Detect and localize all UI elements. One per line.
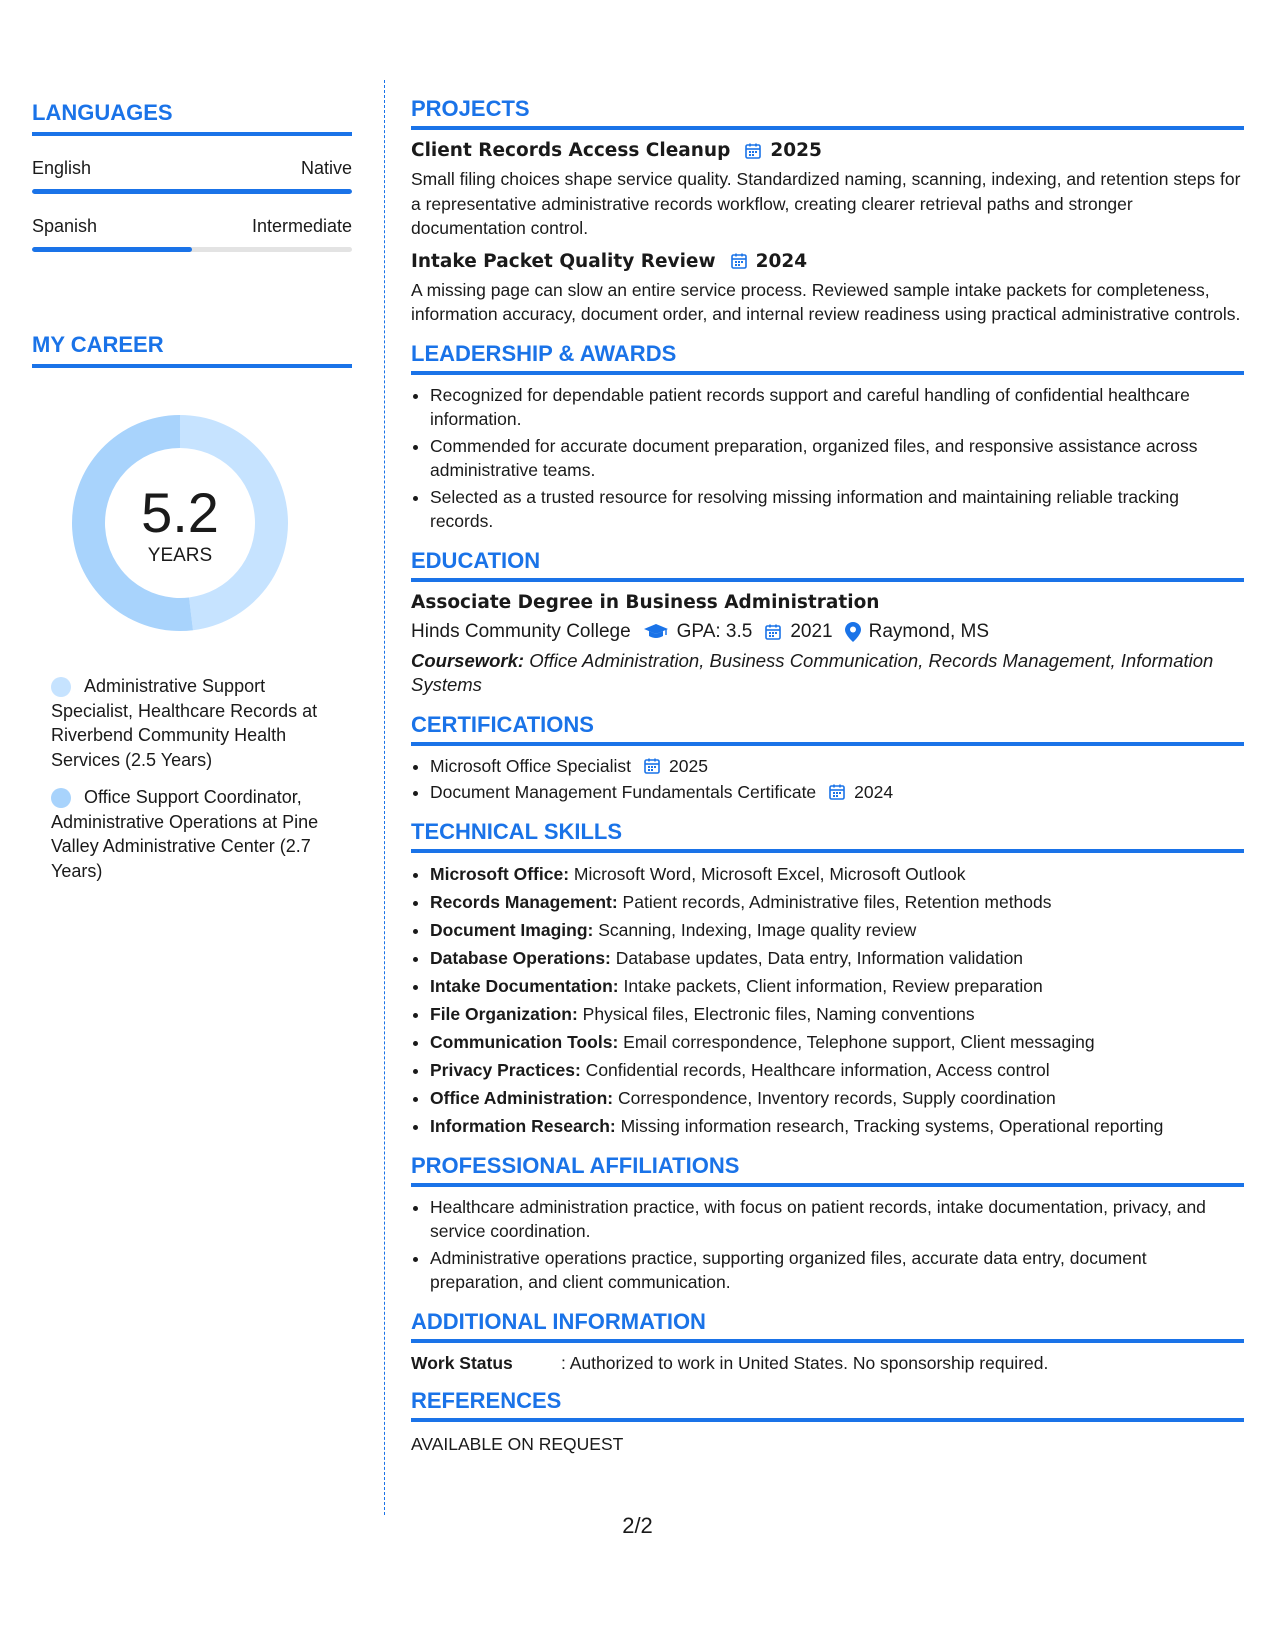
legend-dot-icon bbox=[51, 788, 71, 808]
list-item bbox=[430, 973, 1244, 999]
references-text: AVAILABLE ON REQUEST bbox=[411, 1433, 624, 1454]
career-legend-label: Office Support Coordinator, Administrative Operations at Pine Valley Administrative Center (2.7 Years) bbox=[51, 787, 319, 881]
left-column bbox=[32, 100, 352, 896]
projects-heading: PROJECTS bbox=[411, 96, 1244, 130]
graduation-year: 2021 bbox=[790, 620, 833, 642]
languages-heading: LANGUAGES bbox=[32, 100, 352, 136]
project-year: 2025 bbox=[770, 140, 822, 161]
references-heading: REFERENCES bbox=[411, 1388, 1244, 1422]
career-legend bbox=[32, 674, 352, 883]
calendar-icon bbox=[744, 142, 762, 160]
list-item bbox=[430, 1029, 1244, 1055]
career-legend-item bbox=[32, 674, 352, 772]
skill-label: Records Management: bbox=[430, 891, 618, 912]
career-total-unit: YEARS bbox=[147, 545, 213, 566]
list-item: • Recognized for dependable patient records support and careful handling of confidential healthcare information. bbox=[430, 383, 1244, 432]
skill-value: Microsoft Word, Microsoft Excel, Microsoft Outlook bbox=[569, 863, 966, 884]
skill-value: Email correspondence, Telephone support, Client messaging bbox=[618, 1031, 1095, 1052]
right-column bbox=[411, 96, 1244, 1455]
list-item: • Healthcare administration practice, with focus on patient records, intake documentation, privacy, and service coordination. bbox=[430, 1195, 1244, 1244]
language-proficiency-bar bbox=[32, 189, 352, 194]
coursework-list: Office Administration, Business Communication, Records Management, Information Systems bbox=[411, 649, 1214, 695]
language-level: Native bbox=[300, 158, 352, 178]
project-item bbox=[411, 140, 1244, 241]
calendar-icon bbox=[643, 757, 661, 775]
skill-value: Intake packets, Client information, Review preparation bbox=[618, 975, 1043, 996]
language-proficiency-fill bbox=[32, 189, 352, 194]
skills-list bbox=[411, 861, 1244, 1139]
skill-label: Office Administration: bbox=[430, 1087, 614, 1108]
skill-value: Scanning, Indexing, Image quality review bbox=[593, 919, 917, 940]
school-location: Raymond, MS bbox=[868, 620, 989, 642]
list-item bbox=[430, 1057, 1244, 1083]
list-item bbox=[430, 1085, 1244, 1111]
school-name: Hinds Community College bbox=[411, 620, 631, 642]
career-total-years: 5.2 bbox=[141, 481, 219, 544]
list-item bbox=[430, 754, 1244, 779]
location-pin-icon bbox=[845, 622, 861, 642]
skill-value: Database updates, Data entry, Information validation bbox=[610, 947, 1024, 968]
calendar-icon bbox=[828, 783, 846, 801]
skill-label: Communication Tools: bbox=[430, 1031, 619, 1052]
skill-label: Privacy Practices: bbox=[430, 1059, 581, 1080]
gpa-value: GPA: 3.5 bbox=[676, 620, 753, 642]
career-donut-chart bbox=[65, 408, 295, 638]
list-item: • Commended for accurate document preparation, organized files, and responsive assistance across administrative teams. bbox=[430, 434, 1244, 483]
certification-name: • Microsoft Office Specialist bbox=[430, 755, 631, 776]
skills-heading: TECHNICAL SKILLS bbox=[411, 819, 1244, 853]
certification-year: 2025 bbox=[669, 755, 708, 776]
career-heading: MY CAREER bbox=[32, 332, 352, 368]
skill-label: File Organization: bbox=[430, 1003, 578, 1024]
additional-heading: ADDITIONAL INFORMATION bbox=[411, 1309, 1244, 1343]
graduation-cap-icon bbox=[643, 623, 669, 641]
skill-value: Confidential records, Healthcare information, Access control bbox=[580, 1059, 1050, 1080]
skill-label: Microsoft Office: bbox=[430, 863, 570, 884]
list-item bbox=[430, 1113, 1244, 1139]
coursework bbox=[411, 649, 1244, 698]
project-title: Intake Packet Quality Review bbox=[411, 250, 716, 272]
list-item: • Administrative operations practice, supporting organized files, accurate data entry, document preparation, and client communication. bbox=[430, 1246, 1244, 1295]
career-legend-label: Administrative Support Specialist, Healthcare Records at Riverbend Community Health Services (2.5 Years) bbox=[51, 676, 318, 770]
degree-title: Associate Degree in Business Administration bbox=[411, 591, 880, 613]
affiliations-heading: PROFESSIONAL AFFILIATIONS bbox=[411, 1153, 1244, 1187]
education-details bbox=[411, 621, 1244, 643]
calendar-icon bbox=[764, 623, 782, 641]
list-item bbox=[430, 1001, 1244, 1027]
language-level: Intermediate bbox=[251, 216, 352, 236]
calendar-icon bbox=[730, 252, 748, 270]
language-name: Spanish bbox=[32, 216, 98, 236]
column-divider bbox=[384, 80, 385, 1515]
language-proficiency-bar bbox=[32, 247, 352, 252]
certification-name: • Document Management Fundamentals Certificate bbox=[430, 782, 817, 802]
project-title: Client Records Access Cleanup bbox=[411, 140, 731, 161]
certifications-list bbox=[411, 754, 1244, 805]
language-item bbox=[32, 216, 352, 252]
skill-value: Missing information research, Tracking systems, Operational reporting bbox=[615, 1115, 1164, 1136]
project-description: A missing page can slow an entire service process. Reviewed sample intake packets for completeness, information accuracy, document order, and internal review readiness using practical administrative controls. bbox=[411, 279, 1241, 324]
list-item bbox=[430, 861, 1244, 887]
project-year: 2024 bbox=[755, 250, 808, 272]
list-item bbox=[430, 917, 1244, 943]
language-item bbox=[32, 158, 352, 194]
legend-dot-icon bbox=[51, 677, 71, 697]
affiliations-list bbox=[411, 1195, 1244, 1295]
skill-value: Patient records, Administrative files, Retention methods bbox=[617, 891, 1052, 912]
skill-value: Physical files, Electronic files, Naming conventions bbox=[577, 1003, 975, 1024]
awards-heading: LEADERSHIP & AWARDS bbox=[411, 341, 1244, 375]
language-name: English bbox=[32, 158, 92, 178]
awards-list bbox=[411, 383, 1244, 534]
work-status-row bbox=[411, 1353, 1244, 1374]
skill-label: Intake Documentation: bbox=[430, 975, 619, 996]
skill-value: Correspondence, Inventory records, Supply coordination bbox=[613, 1087, 1056, 1108]
list-item: • Selected as a trusted resource for resolving missing information and maintaining reliable tracking records. bbox=[430, 485, 1244, 534]
education-heading: EDUCATION bbox=[411, 548, 1244, 582]
work-status-label: Work Status bbox=[411, 1352, 513, 1373]
certification-year: 2024 bbox=[854, 782, 894, 802]
list-item bbox=[430, 889, 1244, 915]
skill-label: Document Imaging: bbox=[430, 919, 594, 940]
skill-label: Information Research: bbox=[430, 1115, 616, 1136]
list-item bbox=[430, 780, 1244, 805]
coursework-label: Coursework: bbox=[411, 649, 525, 671]
certifications-heading: CERTIFICATIONS bbox=[411, 712, 1244, 746]
project-description: Small filing choices shape service quality. Standardized naming, scanning, indexing, and retention steps for a representative administrative records workflow, creating clearer retrieval paths and stronger documentation control. bbox=[411, 169, 1241, 238]
career-legend-item bbox=[32, 785, 352, 883]
language-proficiency-fill bbox=[32, 247, 192, 252]
page-number: 2/2 bbox=[622, 1513, 653, 1538]
project-item bbox=[411, 251, 1244, 327]
list-item bbox=[430, 945, 1244, 971]
skill-label: Database Operations: bbox=[430, 947, 611, 968]
work-status-value: : Authorized to work in United States. No sponsorship required. bbox=[561, 1352, 1049, 1373]
